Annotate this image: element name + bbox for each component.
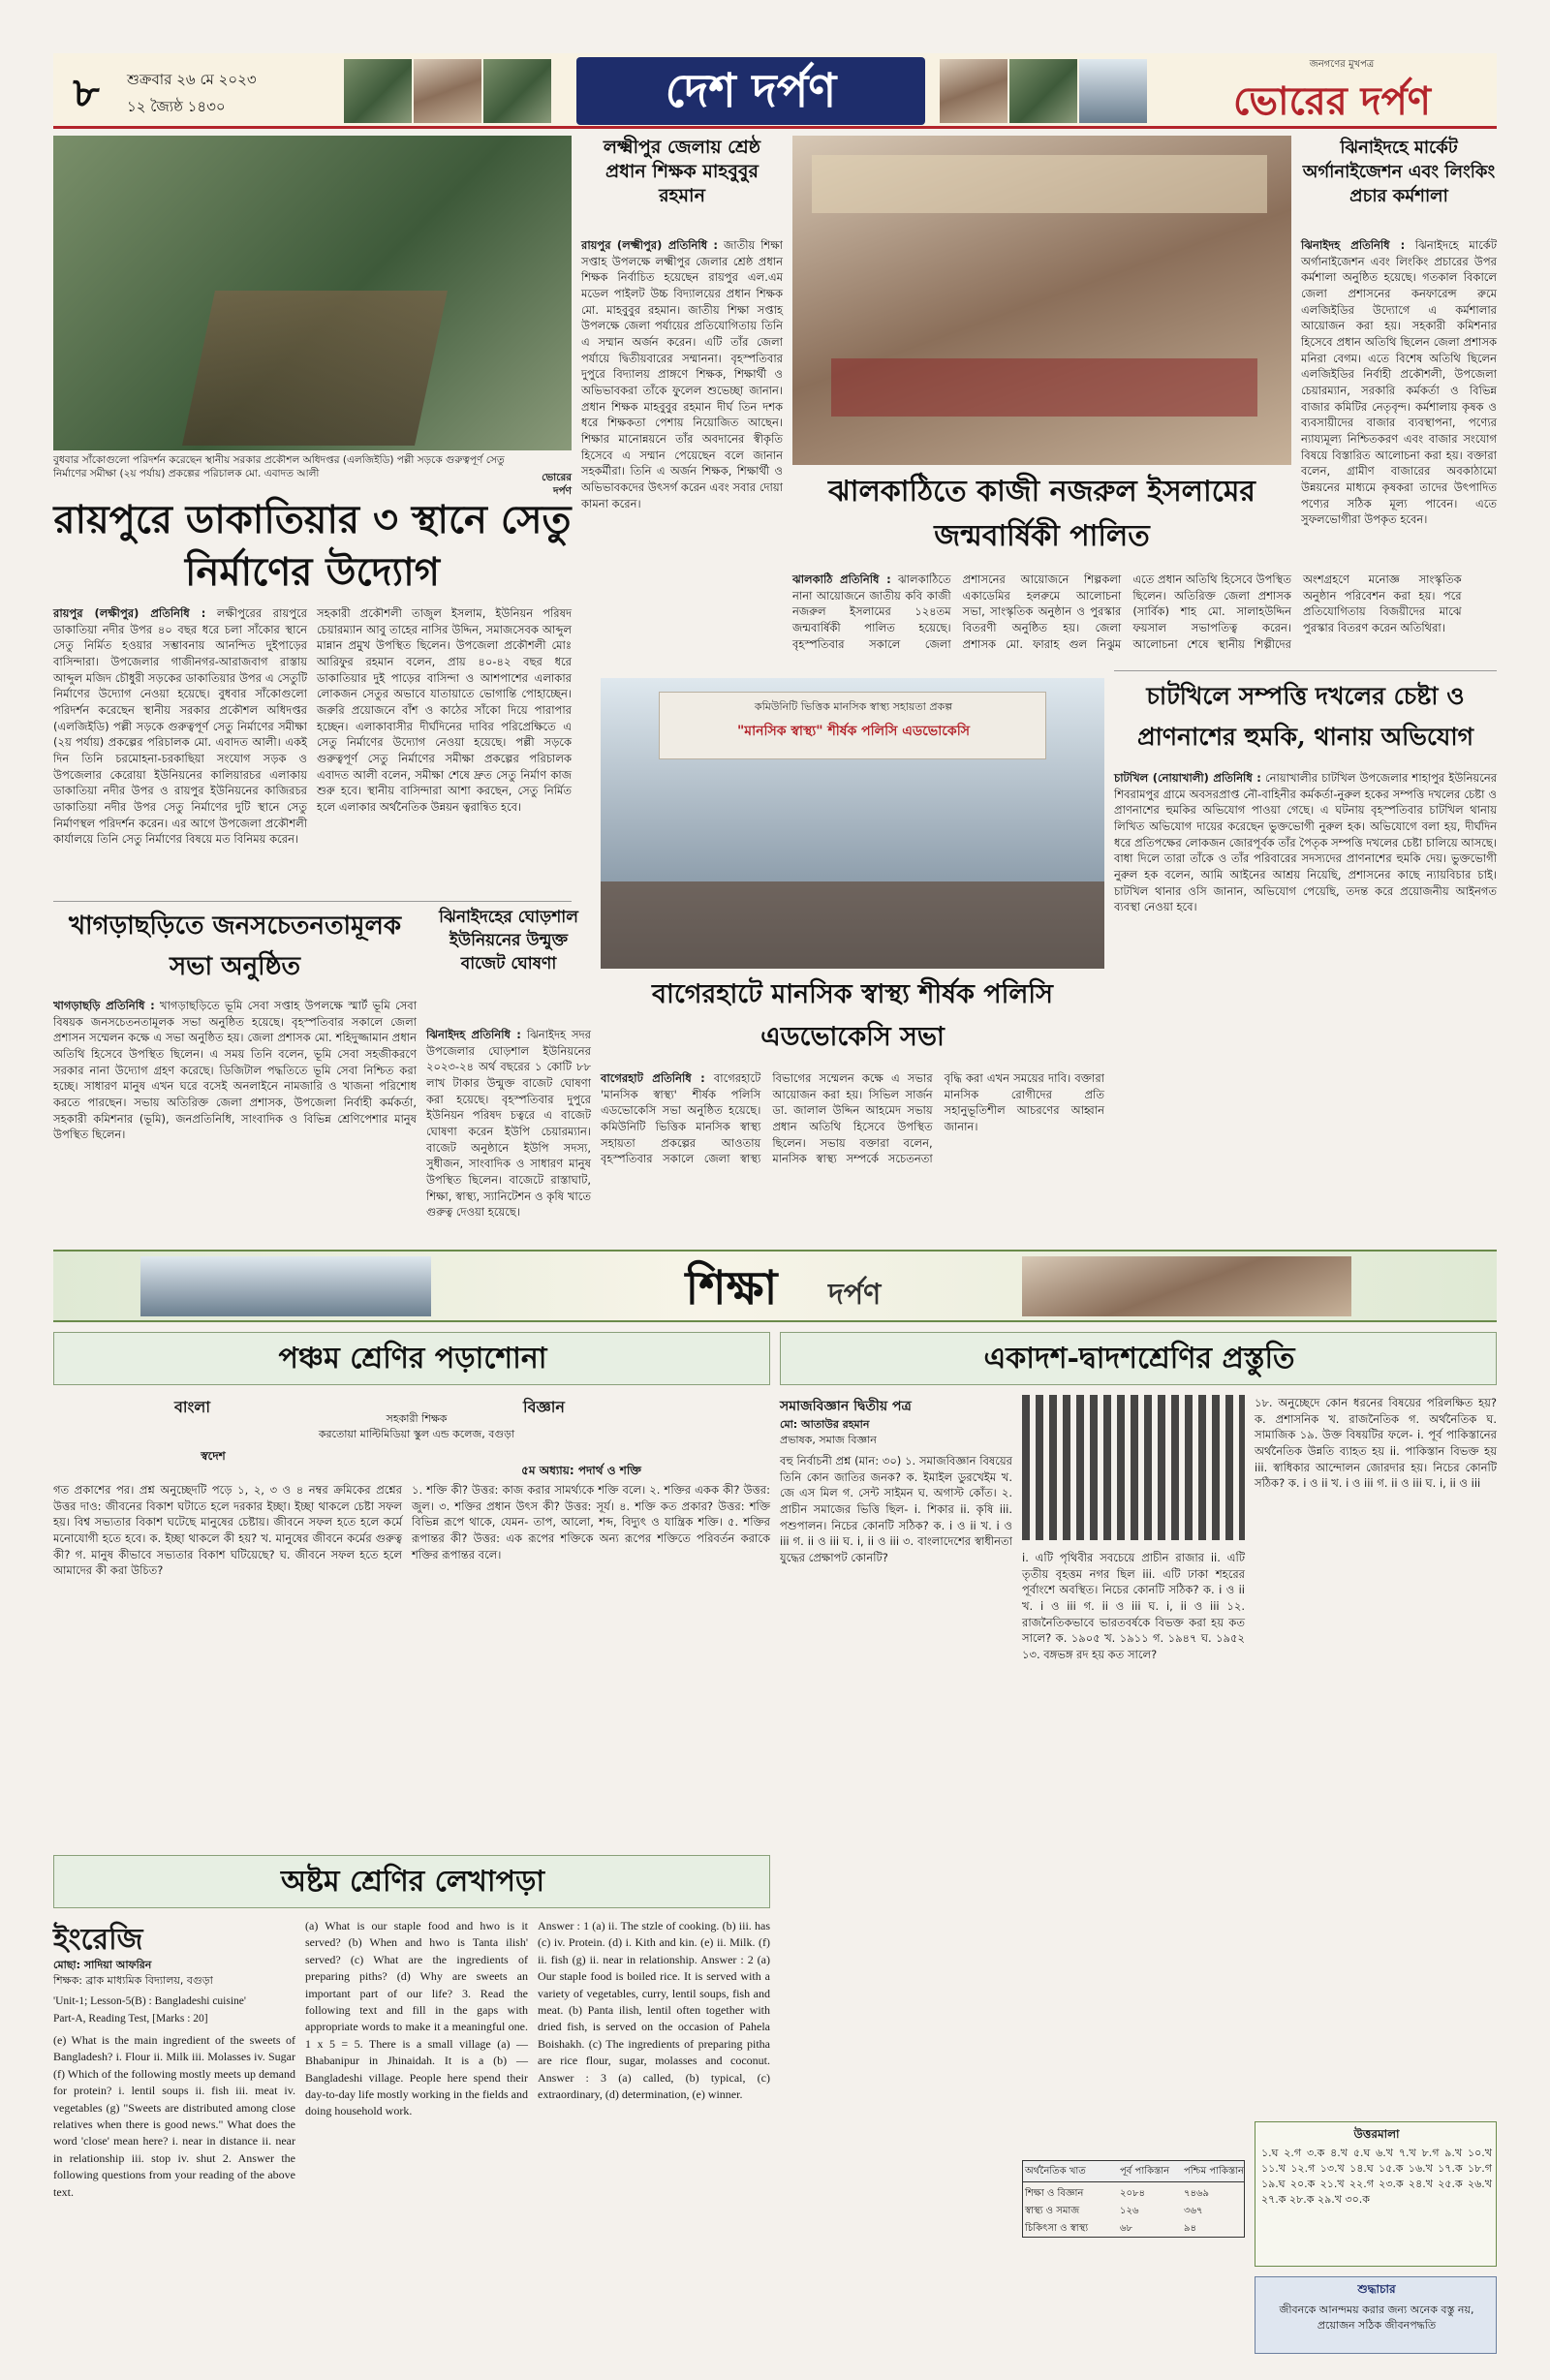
class8-col-2: (a) What is our staple food and hwo is it served? (b) When and hwo is Tanta ilish' served? (c) What are the ingredients of preparing piths? (d) Why are sweets an important part of our life? 3. Read the following text and fill in the gaps with appropriate words to make it a meaningful one. 1 x 5 = 5. There is a small village (a) — Bhabanipur in Jhinaidah. It is a (b) — Bangladeshi village. People here spend their day-to-day life mostly working in the fields and doing household work.	[305, 1919, 528, 2118]
class11-title: একাদশ-দ্বাদশশ্রেণির প্রস্তুতি	[983, 1342, 1295, 1375]
story3-dateline: ঝালকাঠি প্রতিনিধি :	[792, 572, 891, 586]
story7-body-text: ঝিনাইদহ সদর উপজেলার ঘোড়শাল ইউনিয়নের ২০২৩-২৪ অর্থ বছরের ১ কোটি ৮৮ লাখ টাকার উন্মুক্ত বাজেট ঘোষণা করা হয়েছে। বৃহস্পতিবার দুপুরে ইউনিয়ন পরিষদ চত্বরে এ বাজেট ঘোষণা করেন ইউপি চেয়ারম্যান। বাজেট অনুষ্ঠানে ইউপি সদস্য, সুধীজন, সাংবাদিক ও সাধারণ মানুষ উপস্থিত ছিলেন। বাজেটে রাস্তাঘাট, শিক্ষা, স্বাস্থ্য, স্যানিটেশন ও কৃষি খাতে গুরুত্ব দেওয়া হয়েছে।	[426, 1028, 591, 1220]
story1-dateline: রায়পুর (লক্ষীপুর) প্রতিনিধি :	[53, 606, 206, 620]
header-photo-2	[414, 59, 481, 123]
event-banner-shape	[812, 155, 1267, 213]
story3-body-text: ঝালকাঠিতে নানা আয়োজনে জাতীয় কবি কাজী নজরুল ইসলামের ১২৪তম জন্মবার্ষিকী পালিত হয়েছে। বৃহস্পতিবার সকালে জেলা প্রশাসনের আয়োজনে শিল্পকলা একাডেমির হলরুমে আলোচনা সভা, সাংস্কৃতিক অনুষ্ঠান ও পুরস্কার বিতরণী অনুষ্ঠিত হয়। জেলা প্রশাসক মো. ফারাহ গুল নিঝুম এতে প্রধান অতিথি হিসেবে উপস্থিত ছিলেন। অতিরিক্ত জেলা প্রশাসক (সার্বিক) শাহ মো. সালাহউদ্দিন ফয়সাল সভাপতিত্ব করেন। আলোচনা শেষে স্থানীয় শিল্পীদের অংশগ্রহণে মনোজ্ঞ সাংস্কৃতিক অনুষ্ঠান পরিবেশন করা হয়। পরে প্রতিযোগিতায় বিজয়ীদের মাঝে পুরস্কার বিতরণ করেন অতিথিরা।	[792, 572, 1462, 651]
story8-body	[601, 1070, 1104, 1240]
bangla-calligraphy-art	[1022, 1395, 1245, 1540]
story1-body-text-a: লক্ষীপুরের রায়পুরে ডাকাতিয়া নদীর উপর ৪০ বছর ধরে চলা সাঁকোর স্থানে সেতু নির্মিত হওয়ার সম্ভাবনায় আনন্দিত দুইপাড়ের বাসিন্দারা। উপজেলার গাজীনগর-আরাজবাগ রাস্তায় আব্দুল মজিদ চৌধুরী সড়কের ডাকাতিয়ার উপর এ সেতুটি নির্মাণের উদ্যোগ নেওয়া হয়েছে। বুধবার সাঁকোগুলো পরিদর্শন করেছেন স্থানীয় সরকার প্রকৌশল অধিদপ্তর (এলজিইডি) পল্লী সড়কে গুরুত্বপূর্ণ সেতু নির্মাণের সমীক্ষা (২য় পর্যায়) প্রকল্পের পরিচালক মো. এবাদত আলী। একই দিন তিনি চরমোহনা-চরকাছিয়া সংযোগ সড়ক ও উপজেলার কেরোয়া ইউনিয়নের কালিয়ারচর এলাকায় ডাকাতিয়া নদীর উপর ও রায়পুর ইউনিয়নের কাজিরচর ডাকাতিয়া নদীর উপর সেতু নির্মাণের দুটি স্থানে সেতু নির্মাণস্থল পরিদর্শন করেন। এর আগে উপজেলা প্রকৌশলী কার্যালয়ে তিনি সেতু নির্মাণের বিষয়ে মত বিনিময় করেন।	[53, 606, 307, 847]
story7-headline: ঝিনাইদহের ঘোড়শাল ইউনিয়নের উন্মুক্ত বাজেট ঘোষণা	[439, 908, 578, 974]
table-cell: ৬৮	[1120, 2223, 1132, 2234]
class8-title: অষ্টম শ্রেণির লেখাপড়া	[280, 1865, 545, 1899]
class8-title-box	[53, 1855, 770, 1908]
class5-subject-1: বাংলা	[174, 1398, 210, 1416]
banner-line-1: কমিউনিটি ভিত্তিক মানসিক স্বাস্থ্য সহায়তা প্রকল্প	[754, 700, 953, 713]
date-line-1: শুক্রবার ২৬ মে ২০২৩	[127, 71, 257, 88]
correction-text: জীবনকে আনন্দময় করার জন্য অনেক বস্তু নয়, প্রয়োজন সঠিক জীবনপদ্ধতি	[1279, 2303, 1474, 2332]
story8-headline: বাগেরহাটে মানসিক স্বাস্থ্য শীর্ষক পলিসি এডভোকেসি সভা	[652, 979, 1053, 1052]
class8-part: Part-A, Reading Test, [Marks : 20]	[53, 2013, 208, 2025]
table-cell: ৯৪	[1184, 2223, 1196, 2234]
class11-title-box	[780, 1332, 1497, 1385]
class8-col-1: (e) What is the main ingredient of the sweets of Bangladesh? i. Flour ii. Milk iii. Molasses iv. Sugar (f) Which of the following mostly meets up demand for protein? i. lentil soups ii. fish iii. meat iv. vegetables (g) "Sweets are distributed among close relatives when there is good news." What does the word 'close' mean here? i. near in distance ii. near in relationship iii. stop iv. shut 2. Answer the following questions from your reading of the above text.	[53, 2033, 295, 2199]
story2-body	[581, 237, 783, 654]
table-cell: ২০৮৪	[1120, 2188, 1145, 2199]
story4-dateline: ঝিনাইদহ প্রতিনিধি :	[1301, 238, 1406, 252]
table-cell: শিক্ষা ও বিজ্ঞান	[1025, 2188, 1084, 2199]
bridge-shape	[182, 291, 448, 446]
story8-dateline: বাগেরহাট প্রতিনিধি :	[601, 1071, 705, 1085]
table-cell: ৩৬৭	[1184, 2206, 1203, 2216]
story7-dateline: ঝিনাইদহ প্রতিনিধি :	[426, 1028, 521, 1041]
masthead	[53, 53, 1497, 129]
class11-teacher-info: প্রভাষক, সমাজ বিজ্ঞান	[780, 1434, 877, 1446]
table-cell: ১২৬	[1120, 2206, 1139, 2216]
banner-line-2: "মানসিক স্বাস্থ্য" শীর্ষক পলিসি এডভোকেসি	[737, 724, 970, 739]
class5-subject-2: বিজ্ঞান	[523, 1398, 565, 1416]
story6-dateline: খাগড়াছড়ি প্রতিনিধি :	[53, 999, 155, 1012]
class5-title: পঞ্চম শ্রেণির পড়াশোনা	[278, 1342, 547, 1375]
class5-lesson: স্বদেশ	[201, 1449, 226, 1463]
answer-box	[1255, 2121, 1497, 2267]
class5-teacher-school: করতোয়া মাল্টিমিডিয়া স্কুল এন্ড কলেজ, বগুড়া	[318, 1428, 515, 1440]
students-photo-right	[1022, 1256, 1351, 1316]
story6-body	[53, 998, 417, 1240]
story1-photo	[53, 136, 572, 450]
story4-body	[1301, 237, 1497, 668]
economic-table	[1022, 2160, 1245, 2238]
header-photo-1	[344, 59, 412, 123]
answer-text: ১.ঘ ২.গ ৩.ক ৪.খ ৫.ঘ ৬.খ ৭.খ ৮.গ ৯.খ ১০.খ ১১.খ ১২.গ ১৩.খ ১৪.ঘ ১৫.ক ১৬.খ ১৭.ক ১৮.গ ১৯.ঘ ২০.ক ২১.খ ২২.গ ২৩.ক ২৪.খ ২৫.ক ২৬.খ ২৭.ক ২৮.ক ২৯.খ ৩০.ক	[1261, 2147, 1492, 2206]
table-row	[1023, 2202, 1244, 2219]
brand-logo: ভোরের দর্পণ	[1233, 78, 1431, 124]
table-header-cell: পশ্চিম পাকিস্তান	[1184, 2166, 1244, 2177]
class8-col-3: Answer : 1 (a) ii. The stzle of cooking. (b) iii. has (c) iv. Protein. (d) i. Kith and kin. (e) ii. Milk. (f) ii. fish (g) ii. near in relationship. Answer : 2 (a) Our staple food is boiled rice. It is served with a variety of vegetables, curry, lentil soups, fish and meat. (b) Panta ilish, lentil often together with dried fish, is served on the occasion of Pahela Boishakh. (c) The ingredients of preparing pitha are rice flour, sugar, molasses and coconut. Answer : 3 (a) called, (b) typical, (c) extraordinary, (d) determination, (e) winner.	[538, 1919, 770, 2101]
class5-teacher-role: সহকারী শিক্ষক	[386, 1412, 448, 1425]
header-photo-3	[483, 59, 551, 123]
story2-body-text: জাতীয় শিক্ষা সপ্তাহ উপলক্ষে লক্ষ্মীপুর জেলার শ্রেষ্ঠ প্রধান শিক্ষক নির্বাচিত হয়েছেন রায়পুর এল.এম মডেল পাইলট উচ্চ বিদ্যালয়ের প্রধান শিক্ষক মো. মাহবুবুর রহমান। জাতীয় শিক্ষা সপ্তাহ উপলক্ষে জেলা পর্যায়ের প্রতিযোগিতায় তিনি এ সম্মান অর্জন করেন। এটি তাঁর জেলা পর্যায়ে দ্বিতীয়বারের সম্মাননা। বৃহস্পতিবার দুপুরে বিদ্যালয় প্রাঙ্গণে শিক্ষক, শিক্ষার্থী ও অভিভাবকরা তাঁকে ফুলেল শুভেচ্ছা জানান। প্রধান শিক্ষক মাহবুবুর রহমান দীর্ঘ তিন দশক ধরে শিক্ষকতা পেশায় নিয়োজিত আছেন। শিক্ষার মানোন্নয়নে তাঁর অবদানের স্বীকৃতি হিসেবে এ সম্মান পেয়েছেন বলে জানান সহকর্মীরা। তিনি এ অর্জন শিক্ষক, শিক্ষার্থী ও অভিভাবকদের উৎসর্গ করেন এবং সবার দোয়া কামনা করেন।	[581, 238, 783, 510]
banner-backdrop	[659, 692, 1046, 759]
story5-body-text: নোয়াখালীর চাটখিল উপজেলার শাহাপুর ইউনিয়নের শিবরামপুর গ্রামে অবসরপ্রাপ্ত নৌ-বাহিনীর কর্মকর্তা-নুরুল হকের সম্পত্তি দখলের চেষ্টা ও প্রাণনাশের হুমকির অভিযোগ পাওয়া গেছে। এ ঘটনায় বৃহস্পতিবার চাটখিল থানায় লিখিত অভিযোগ দায়ের করেছেন ভুক্তভোগী নুরুল হক। অভিযোগে বলা হয়, দীর্ঘদিন ধরে প্রতিপক্ষের লোকজন জোরপূর্বক তাঁর পৈতৃক সম্পত্তি দখলের চেষ্টা চালিয়ে আসছে। বাধা দিলে তারা তাঁকে ও তাঁর পরিবারের সদস্যদের প্রাণনাশের হুমকি দেয়। ভুক্তভোগী নুরুল হক বলেন, আমি আইনের আশ্রয় নিয়েছি, প্রশাসনের কাছে ন্যায়বিচার চাই। চাটখিল থানার ওসি জানান, অভিযোগ পেয়েছি, তদন্ত করে প্রয়োজনীয় আইনগত ব্যবস্থা নেওয়া হবে।	[1114, 771, 1498, 914]
class8-unit: 'Unit-1; Lesson-5(B) : Bangladeshi cuisine'	[53, 1995, 246, 2007]
section-title: দেশ দর্পণ	[576, 57, 925, 125]
table-header	[1023, 2161, 1244, 2182]
class5-body-right: ১. শক্তি কী? উত্তর: কাজ করার সামর্থ্যকে শক্তি বলে। ২. শক্তির একক কী? উত্তর: জুল। ৩. শক্তির প্রধান উৎস কী? উত্তর: সূর্য। ৪. শক্তি কত প্রকার? উত্তর: শক্তি বিভিন্ন রূপে থাকে, যেমন- তাপ, আলো, শব্দ, বিদ্যুৎ ও যান্ত্রিক শক্তি। ৫. শক্তির রূপান্তর কী? উত্তর: এক রূপের শক্তিকে অন্য রূপের শক্তিতে পরিবর্তন করাকে শক্তির রূপান্তর বলে।	[412, 1483, 770, 1561]
story3-photo	[792, 136, 1291, 465]
class5-chapter: ৫ম অধ্যায়: পদার্থ ও শক্তি	[521, 1464, 641, 1477]
class8-teacher: মোছা: সাদিয়া আফরিন	[53, 1959, 152, 1971]
divider	[53, 901, 572, 902]
table-cell: চিকিৎসা ও স্বাস্থ্য	[1025, 2223, 1089, 2234]
students-photo-left	[140, 1256, 431, 1316]
story5-dateline: চাটখিল (নোয়াখালী) প্রতিনিধি :	[1114, 771, 1261, 785]
date-line-2: ১২ জ্যৈষ্ঠ ১৪৩০	[127, 98, 226, 115]
story1-caption-credit: ভোরের দর্পণ	[542, 472, 572, 498]
story6-headline: খাগড়াছড়িতে জনসচেতনতামূলক সভা অনুষ্ঠিত	[68, 912, 402, 981]
table-header-cell: অর্থনৈতিক খাত	[1025, 2166, 1086, 2177]
correction-box	[1255, 2276, 1497, 2354]
table-header-cell: পূর্ব পাকিস্তান	[1120, 2166, 1170, 2177]
answer-title: উত্তরমালা	[1353, 2127, 1400, 2141]
story3-headline: ঝালকাঠিতে কাজী নজরুল ইসলামের জন্মবার্ষিকী পালিত	[828, 475, 1256, 553]
education-banner-title: শিক্ষা	[685, 1261, 778, 1315]
class11-col-2: i. এটি পৃথিবীর সবচেয়ে প্রাচীন রাজার ii. এটি তৃতীয় বৃহত্তম নগর ছিল iii. এটি ঢাকা শহরের পূর্বাংশে অবস্থিত। নিচের কোনটি সঠিক? ক. i ও ii খ. i ও iii গ. ii ও iii ঘ. i, ii ও iii ১২. রাজনৈতিকভাবে ভারতবর্ষকে বিভক্ত করা হয় কত সালে? ক. ১৯০৫ খ. ১৯১১ গ. ১৯৪৭ ঘ. ১৯৫২ ১৩. বঙ্গভঙ্গ রদ হয় কত সালে?	[1022, 1551, 1245, 1662]
correction-title: শুদ্ধাচার	[1357, 2282, 1396, 2296]
class8-subject: ইংরেজি	[53, 1923, 143, 1957]
table-row	[1023, 2219, 1244, 2237]
story1-caption: বুধবার সাঁকোগুলো পরিদর্শন করেছেন স্থানীয় সরকার প্রকৌশল অধিদপ্তর (এলজিইডি) পল্লী সড়কে গুরুত্বপূর্ণ সেতু নির্মাণের সমীক্ষা (২য় পর্যায়) প্রকল্পের পরিচালক মো. এবাদত আলী	[53, 454, 505, 480]
class8-teacher-info: শিক্ষক: ব্রাক মাধ্যমিক বিদ্যালয়, বগুড়া	[53, 1974, 213, 1987]
story1-body-b: সহকারী প্রকৌশলী তাজুল ইসলাম, ইউনিয়ন পরিষদ চেয়ারম্যান আবু তাহের নাসির উদ্দিন, সমাজসেবক আব্দুল মান্নান প্রমুখ উপস্থিত ছিলেন। উপজেলা প্রকৌশলী মোঃ আরিফুর রহমান বলেন, প্রায় ৪০-৪২ বছর ধরে ডাকাতিয়ার দুই পাড়ের বাসিন্দা ও আশপাশের এলাকার লোকজন সেতুর অভাবে যাতায়াতে ভোগান্তি পোহাচ্ছেন। জরুরি প্রয়োজনে বাঁশ ও কাঠের সাঁকো দিয়ে পারাপার হচ্ছেন। এলাকাবাসীর দীর্ঘদিনের দাবির পরিপ্রেক্ষিতে এ সেতু নির্মাণের উদ্যোগ নেওয়া হয়েছে। পল্লী সড়কে গুরুত্বপূর্ণ সেতু নির্মাণের সমীক্ষা প্রকল্পের পরিচালক এবাদত আলী বলেন, সমীক্ষা শেষে দ্রুত সেতু নির্মাণ কাজ শুরু হবে। স্থানীয় বাসিন্দারা আশা করছেন, সেতু নির্মিত হলে এলাকার অর্থনৈতিক উন্নয়ন ত্বরান্বিত হবে।	[317, 606, 572, 815]
class5-body-left: গত প্রকাশের পর। প্রশ্ন অনুচ্ছেদটি পড়ে ১, ২, ৩ ও ৪ নম্বর ক্রমিকের প্রশ্নের উত্তর দাও: জীবনের বিকাশ ঘটাতে হলে দরকার ইচ্ছা। ইচ্ছা থাকলে চেষ্টা সফল হয়। বিশ্ব সভ্যতার বিকাশ ঘটেছে মানুষের চেষ্টায়। জীবনে সফল হতে হলে কর্মে মনোযোগী হতে হবে। ক. ইচ্ছা থাকলে কী হয়? খ. মানুষের জীবনে কর্মের গুরুত্ব কী? গ. মানুষ কীভাবে সভ্যতার বিকাশ ঘটিয়েছে? ঘ. জীবনে সফল হতে হলে আমাদের কী করা উচিত?	[53, 1483, 402, 1578]
story8-photo	[601, 678, 1104, 969]
story4-headline: ঝিনাইদহে মার্কেট অর্গানাইজেশন এবং লিংকিং প্রচার কর্মশালা	[1302, 138, 1496, 206]
table-row	[1023, 2184, 1244, 2202]
story1-body-a	[53, 605, 307, 896]
story6-body-text: খাগড়াছড়িতে ভূমি সেবা সপ্তাহ উপলক্ষে স্মার্ট ভূমি সেবা বিষয়ক জনসচেতনতামূলক সভা অনুষ্ঠিত হয়েছে। বৃহস্পতিবার সকালে জেলা প্রশাসন সম্মেলন কক্ষে এ সভা অনুষ্ঠিত হয়। জেলা প্রশাসক মো. শহিদুজ্জামান প্রধান অতিথি হিসেবে উপস্থিত ছিলেন। এ সময় তিনি বলেন, ভূমি সেবা সহজীকরণে সরকার নানা উদ্যোগ গ্রহণ করেছে। ডিজিটাল পদ্ধতিতে ভূমি সেবা নিশ্চিত করা হচ্ছে। সাধারণ মানুষ এখন ঘরে বসেই অনলাইনে নামজারি ও খাজনা পরিশোধ করতে পারছেন। সভায় অতিরিক্ত জেলা প্রশাসক, উপজেলা নির্বাহী কর্মকর্তা, সহকারী কমিশনার (ভূমি), জনপ্রতিনিধি, সাংবাদিক ও বিভিন্ন শ্রেণিপেশার মানুষ উপস্থিত ছিলেন।	[53, 999, 418, 1142]
story2-dateline: রায়পুর (লক্ষ্মীপুর) প্রতিনিধি :	[581, 238, 718, 252]
story5-body	[1114, 770, 1497, 1240]
story7-body	[426, 1027, 591, 1240]
divider	[1114, 670, 1497, 671]
story3-body	[792, 572, 1462, 668]
class11-subject: সমাজবিজ্ঞান দ্বিতীয় পত্র	[780, 1399, 912, 1414]
tagline: জনগণের মুখপত্র	[1309, 59, 1375, 70]
story4-body-text: ঝিনাইদহে মার্কেট অর্গানাইজেশন এবং লিংকিং প্রচারের উপর কর্মশালা অনুষ্ঠিত হয়েছে। গতকাল বিকালে জেলা প্রশাসনের কনফারেন্স রুমে এলজিইডির উদ্যোগে এ কর্মশালার আয়োজন করা হয়। সহকারী কমিশনার হিসেবে প্রধান অতিথি ছিলেন জেলা প্রশাসক মনিরা বেগম। এতে বিশেষ অতিথি ছিলেন এলজিইডির নির্বাহী প্রকৌশলী, উপজেলা চেয়ারম্যান, সরকারি কর্মকর্তা ও বিভিন্ন বাজার কমিটির নেতৃবৃন্দ। কর্মশালায় কৃষক ও ব্যবসায়ীদের বাজার ব্যবস্থাপনা, পণ্যের ন্যায্যমূল্য নিশ্চিতকরণ এবং বাজার সংযোগ বিষয়ে বিস্তারিত আলোচনা করা হয়। বক্তারা বলেন, গ্রামীণ বাজারের অবকাঠামো উন্নয়নের মাধ্যমে কৃষকরা তাদের উৎপাদিত পণ্যের সঠিক মূল্য পাবেন। এতে সুফলভোগীরা উপকৃত হবেন।	[1301, 238, 1498, 527]
story8-body-text: বাগেরহাটে 'মানসিক স্বাস্থ্য' শীর্ষক পলিসি এডভোকেসি সভা অনুষ্ঠিত হয়েছে। কমিউনিটি ভিত্তিক মানসিক স্বাস্থ্য সহায়তা প্রকল্পের আওতায় বৃহস্পতিবার সকালে জেলা স্বাস্থ্য বিভাগের সম্মেলন কক্ষে এ সভার আয়োজন করা হয়। সিভিল সার্জন ডা. জালাল উদ্দিন আহমেদ সভায় প্রধান অতিথি হিসেবে উপস্থিত ছিলেন। সভায় বক্তারা বলেন, মানসিক স্বাস্থ্য সম্পর্কে সচেতনতা বৃদ্ধি করা এখন সময়ের দাবি। বক্তারা মানসিক রোগীদের প্রতি সহানুভূতিশীল আচরণের আহ্বান জানান।	[601, 1071, 1104, 1166]
class11-col-3: ১৮. অনুচ্ছেদে কোন ধরনের বিষয়ের পরিলক্ষিত হয়? ক. প্রশাসনিক খ. রাজনৈতিক গ. অর্থনৈতিক ঘ. সামাজিক ১৯. উক্ত বিষয়টির ফলে- i. পূর্ব পাকিস্তানের অর্থনৈতিক উন্নতি ব্যাহত হয় ii. পাকিস্তান বিভক্ত হয় iii. স্বাধিকার আন্দোলন জোরদার হয়। নিচের কোনটি সঠিক? ক. i ও ii খ. i ও iii গ. ii ও iii ঘ. i, ii ও iii	[1255, 1396, 1497, 1491]
table-cell: স্বাস্থ্য ও সমাজ	[1025, 2206, 1080, 2216]
table-shape	[601, 881, 1104, 969]
story2-headline: লক্ষ্মীপুর জেলায় শ্রেষ্ঠ প্রধান শিক্ষক মাহবুবুর রহমান	[603, 137, 761, 206]
table-cell: ৭৪৬৯	[1184, 2188, 1209, 2199]
education-banner-sub: দর্পণ	[828, 1278, 882, 1312]
event-table-shape	[831, 358, 1257, 417]
story1-headline: রায়পুরে ডাকাতিয়ার ৩ স্থানে সেতু নির্মাণের উদ্যোগ	[53, 497, 572, 595]
education-banner	[53, 1250, 1497, 1322]
class11-col-1: বহু নির্বাচনী প্রশ্ন (মান: ৩০) ১. সমাজবিজ্ঞান বিষয়ের তিনি কোন জাতির জনক? ক. ইমাইল ডুরখেইম খ. জে এস মিল গ. সেন্ট সাইমন ঘ. অগাস্ট কোঁত। ২. প্রাচীন সমাজের ভিত্তি ছিল- i. শিকার ii. কৃষি iii. পশুপালন। নিচের কোনটি সঠিক? ক. i ও ii খ. i ও iii গ. ii ও iii ঘ. i, ii ও iii ৩. বাংলাদেশের স্বাধীনতা যুদ্ধের প্রেক্ষাপট কোনটি?	[780, 1454, 1012, 1565]
class11-teacher: মো: আতাউর রহমান	[780, 1418, 870, 1431]
header-photo-6	[1079, 59, 1147, 123]
page-number: ৮	[73, 69, 100, 116]
header-photo-5	[1009, 59, 1077, 123]
header-photo-4	[940, 59, 1008, 123]
class5-title-box	[53, 1332, 770, 1385]
story5-headline: চাটখিলে সম্পত্তি দখলের চেষ্টা ও প্রাণনাশের হুমকি, থানায় অভিযোগ	[1137, 682, 1473, 751]
